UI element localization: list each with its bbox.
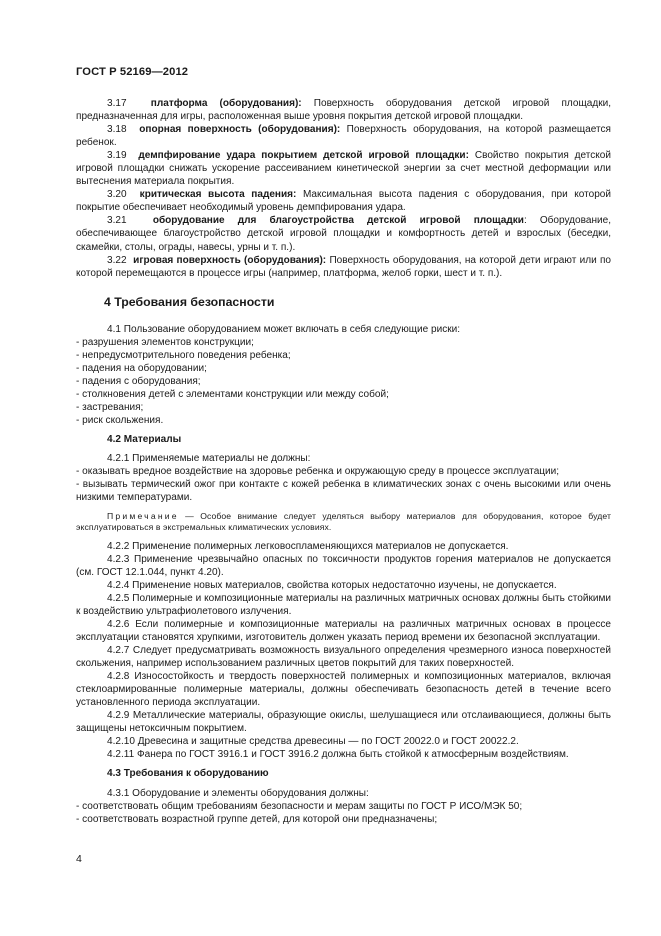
- list-item: - падения на оборудовании;: [76, 362, 207, 374]
- clause-number: 3.21: [107, 215, 127, 227]
- clause-number: 3.19: [107, 150, 127, 162]
- clause-4-2-11: 4.2.11 Фанера по ГОСТ 3916.1 и ГОСТ 3916.2 должна быть стойкой к атмосферным воздействиям.: [107, 749, 569, 761]
- definition-3-21: [76, 214, 611, 253]
- clause-4-1: 4.1 Пользование оборудованием может включать в себя следующие риски:: [107, 323, 461, 335]
- clause-4-2-7: 4.2.7 Следует предусматривать возможность визуального определения чрезмерного износа поверхностей скольжения, например использованием различных цветов покрытий для таких поверхностей.: [76, 645, 611, 670]
- clause-number: 3.22: [107, 254, 127, 266]
- definition-text: Поверхность оборудования, на которой дети играют или по которой перемещаются в процессе игры (например, платформа, желоб горки, шест и т. п.).: [76, 254, 611, 279]
- list-item: - соответствовать общим требованиям безопасности и мерам защиты по ГОСТ Р ИСО/МЭК 50;: [76, 800, 523, 812]
- definition-3-19: [76, 149, 611, 188]
- clause-4-2-8: 4.2.8 Износостойкость и твердость поверхностей полимерных и композиционных материалов, включая стеклоармированные полимерные материалы, должны обеспечивать безопасность детей в течение всего установленного периода эксплуатации.: [76, 671, 611, 709]
- clause-4-2-2: 4.2.2 Применение полимерных легковоспламеняющихся материалов не допускается.: [107, 540, 509, 552]
- list-item: - соответствовать возрастной группе детей, для которой они предназначены;: [76, 813, 438, 825]
- list-item: - столкновения детей с элементами конструкции или между собой;: [76, 388, 389, 400]
- term: опорная поверхность (оборудования):: [139, 124, 341, 136]
- term: игровая поверхность (оборудования):: [133, 254, 327, 266]
- list-item: - оказывать вредное воздействие на здоровье ребенка и окружающую среду в процессе эксплуатации;: [76, 466, 560, 478]
- section-title: 4 Требования безопасности: [104, 294, 275, 309]
- clause-number: 3.18: [107, 124, 127, 136]
- clause-4-2-5: 4.2.5 Полимерные и композиционные материалы на различных матричных основах должны быть стойкими к воздействию ультрафиолетового излучения.: [76, 592, 611, 617]
- list-item: - риск скольжения.: [76, 414, 164, 426]
- definition-3-18: [76, 123, 611, 149]
- document-header: ГОСТ Р 52169—2012: [76, 66, 189, 78]
- definition-text: Поверхность оборудования, на которой размещается ребенок.: [76, 124, 611, 149]
- page-number: 4: [76, 853, 82, 865]
- list-item: - застревания;: [76, 401, 144, 413]
- definition-text: Поверхность оборудования детской игровой площадки, предназначенная для игры, расположенная выше уровня покрытия детской игровой площадки.: [76, 98, 611, 123]
- definition-3-20: [76, 188, 611, 214]
- term: демпфирование удара покрытием детской игровой площадки:: [138, 150, 469, 162]
- term: платформа (оборудования):: [150, 98, 302, 109]
- list-item: - непредусмотрительного поведения ребенка;: [76, 349, 291, 361]
- clause-number: 3.20: [107, 189, 127, 201]
- list-item: - вызывать термический ожог при контакте с кожей ребенка в климатических зонах с очень высокими или очень низкими температурами.: [76, 479, 611, 504]
- term: критическая высота падения:: [139, 189, 297, 201]
- list-item: - разрушения элементов конструкции;: [76, 336, 254, 348]
- note-label: Примечание: [107, 511, 179, 522]
- clause-4-2-6: 4.2.6 Если полимерные и композиционные материалы на различных матричных основах в процессе эксплуатации становятся хрупкими, изготовитель должен указать период времени их безопасной эксплуатации.: [76, 618, 611, 643]
- clause-4-2-1: 4.2.1 Применяемые материалы не должны:: [107, 453, 311, 465]
- definition-3-22: [76, 254, 611, 280]
- subsection-title: 4.2 Материалы: [107, 434, 182, 446]
- page-content: [76, 97, 611, 826]
- subsection-title: 4.3 Требования к оборудованию: [107, 768, 269, 780]
- clause-4-2-10: 4.2.10 Древесина и защитные средства древесины — по ГОСТ 20022.0 и ГОСТ 20022.2.: [107, 736, 519, 748]
- clause-4-2-3: 4.2.3 Применение чрезвычайно опасных по токсичности продуктов горения материалов не допускается (см. ГОСТ 12.1.044, пункт 4.20).: [76, 553, 611, 578]
- definition-text: Максимальная высота падения с оборудования, при которой покрытие обеспечивает необходимый уровень демпфирования удара.: [76, 189, 612, 214]
- clause-4-2-9: 4.2.9 Металлические материалы, образующие окислы, шелушащиеся или отслаивающиеся, должны быть защищены нетоксичным покрытием.: [76, 710, 611, 735]
- definition-text: Свойство покрытия детской игровой площадки снижать ускорение рассеиванием кинетической энергии за счет местной деформации или вытеснения материала покрытия.: [76, 150, 612, 188]
- clause-4-2-4: 4.2.4 Применение новых материалов, свойства которых недостаточно изучены, не допускается.: [107, 579, 557, 591]
- definition-3-17: [76, 97, 611, 123]
- list-item: - падения с оборудования;: [76, 375, 201, 387]
- note-text: — Особое внимание следует уделяться выбору материалов для оборудования, которое будет эксплуатироваться в экстремальных климатических условиях.: [76, 511, 611, 533]
- clause-4-3-1: 4.3.1 Оборудование и элементы оборудования должны:: [107, 787, 369, 799]
- clause-number: 3.17: [107, 98, 127, 109]
- term: оборудование для благоустройства детской игровой площадки: [152, 215, 524, 227]
- note: [76, 511, 611, 533]
- definition-text: : Оборудование, обеспечивающее благоустройство детской игровой площадки и комфортность детей и взрослых (беседки, скамейки, столы, ограды, навесы, урны и т. п.).: [76, 215, 611, 253]
